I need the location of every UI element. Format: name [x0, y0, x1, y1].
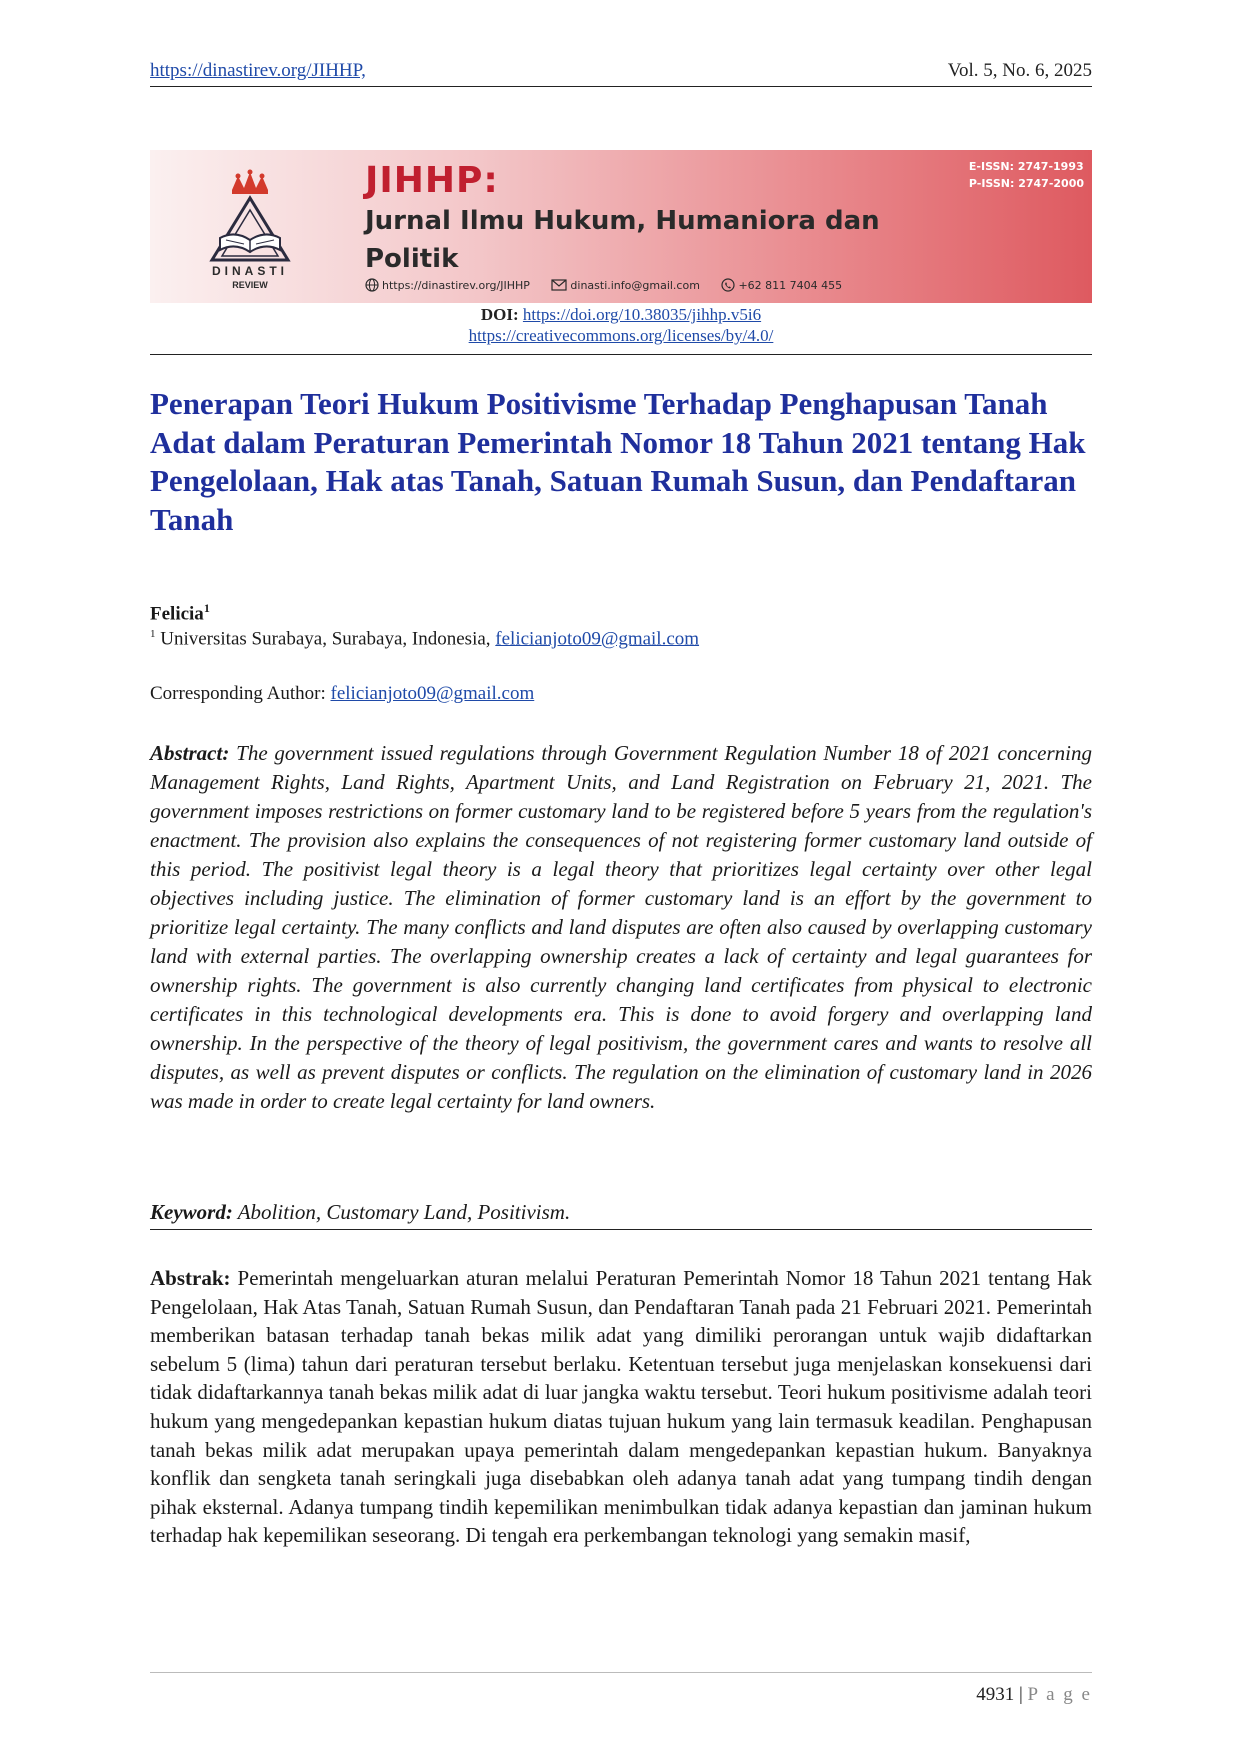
mail-icon	[551, 279, 567, 291]
journal-name: Jurnal Ilmu Hukum, Humaniora dan Politik	[365, 206, 880, 274]
abstrak-label: Abstrak:	[150, 1266, 231, 1290]
doi-divider	[150, 354, 1092, 355]
page-number: 4931	[976, 1684, 1015, 1705]
author-affiliation	[150, 628, 699, 650]
footer-separator: |	[1018, 1684, 1023, 1705]
doi-block	[150, 304, 1092, 346]
journal-url-link[interactable]: https://dinastirev.org/JIHHP,	[150, 60, 366, 81]
journal-acronym: JIHHP:	[365, 160, 499, 201]
journal-website[interactable]: https://dinastirev.org/JIHHP	[382, 279, 530, 292]
corresponding-label: Corresponding Author:	[150, 683, 326, 704]
issn-block	[969, 158, 1084, 192]
doi-label: DOI:	[480, 305, 519, 324]
keywords	[150, 1200, 1092, 1225]
publisher-subname: REVIEW	[232, 280, 268, 290]
abstract-indonesian	[150, 1264, 1092, 1550]
author-superscript: 1	[203, 601, 210, 615]
author-name	[150, 601, 210, 625]
phone-icon	[721, 278, 735, 292]
doi-link[interactable]: https://doi.org/10.38035/jihhp.v5i6	[522, 305, 762, 324]
volume-info: Vol. 5, No. 6, 2025	[947, 60, 1092, 81]
e-issn: E-ISSN: 2747-1993	[968, 160, 1084, 173]
affiliation-superscript: 1	[150, 628, 156, 640]
journal-email[interactable]: dinasti.info@gmail.com	[570, 279, 700, 292]
license-link[interactable]: https://creativecommons.org/licenses/by/4.0/	[468, 326, 774, 345]
abstract-text: The government issued regulations through Government Regulation Number 18 of 2021 concerning Management Rights, Land Rights, Apartment Units, and Land Registration on February 21, 2021. The government imposes restrictions on former customary land to be registered before 5 years from the regulation's enactment. The provision also explains the consequences of not registering former customary land outside of this period. The positivist legal theory is a legal theory that prioritizes legal certainty over other legal objectives including justice. The elimination of former customary land is an effort by the government to prioritize legal certainty. The many conflicts and land disputes are often also caused by overlapping customary land with external parties. The overlapping ownership creates a lack of certainty and legal guarantees for ownership rights. The government is also currently changing land certificates from physical to electronic certificates in this technological developments era. This is done to avoid forgery and overlapping land ownership. In the perspective of the theory of legal positivism, the government cares and wants to resolve all disputes, as well as prevent disputes or conflicts. The regulation on the elimination of customary land in 2026 was made in order to create legal certainty for land owners.	[150, 741, 1092, 1113]
page-word: P a g e	[1027, 1684, 1092, 1705]
corresponding-email-link[interactable]: felicianjoto09@gmail.com	[330, 683, 535, 704]
publisher-name: DINASTI	[212, 264, 288, 278]
keywords-divider	[150, 1229, 1092, 1230]
affiliation-email-link[interactable]: felicianjoto09@gmail.com	[495, 628, 700, 650]
corresponding-author	[150, 683, 534, 705]
author-name-text: Felicia	[150, 603, 204, 625]
affiliation-text: Universitas Surabaya, Surabaya, Indonesia,	[160, 628, 491, 650]
p-issn: P-ISSN: 2747-2000	[968, 177, 1084, 190]
journal-banner	[150, 150, 1092, 303]
article-title: Penerapan Teori Hukum Positivisme Terhadap Penghapusan Tanah Adat dalam Peraturan Pemerintah Nomor 18 Tahun 2021 tentang Hak Pengelolaan, Hak atas Tanah, Satuan Rumah Susun, dan Pendaftaran Tanah	[150, 386, 1086, 537]
page-footer	[976, 1684, 1092, 1706]
abstrak-text: Pemerintah mengeluarkan aturan melalui Peraturan Pemerintah Nomor 18 Tahun 2021 tentang Hak Pengelolaan, Hak Atas Tanah, Satuan Rumah Susun, dan Pendaftaran Tanah pada 21 Februari 2021. Pemerintah memberikan batasan terhadap tanah bekas milik adat yang dimiliki perorangan untuk wajib didaftarkan sebelum 5 (lima) tahun dari peraturan tersebut berlaku. Ketentuan tersebut juga menjelaskan konsekuensi dari tidak didaftarkannya tanah bekas milik adat di luar jangka waktu tersebut. Teori hukum positivisme adalah teori hukum yang mengedepankan kepastian hukum diatas tujuan hukum yang lain termasuk keadilan. Penghapusan tanah bekas milik adat merupakan upaya pemerintah dalam mengedepankan kepastian hukum. Banyaknya konflik dan sengketa tanah seringkali juga disebabkan oleh adanya tanah adat yang tumpang tindih dengan pihak eksternal. Adanya tumpang tindih kepemilikan menimbulkan tidak adanya kepastian dan jaminan hukum terhadap hak kepemilikan seseorang. Di tengah era perkembangan teknologi yang semakin masif,	[150, 1266, 1093, 1548]
abstract-label: Abstract:	[150, 741, 230, 765]
journal-contacts	[365, 278, 860, 292]
globe-icon	[365, 278, 379, 292]
footer-divider	[150, 1672, 1092, 1673]
journal-phone: +62 811 7404 455	[738, 279, 843, 292]
running-header	[150, 60, 1092, 87]
keywords-text: Abolition, Customary Land, Positivism.	[237, 1200, 571, 1224]
abstract-english	[150, 739, 1092, 1116]
keywords-label: Keyword:	[150, 1200, 233, 1224]
